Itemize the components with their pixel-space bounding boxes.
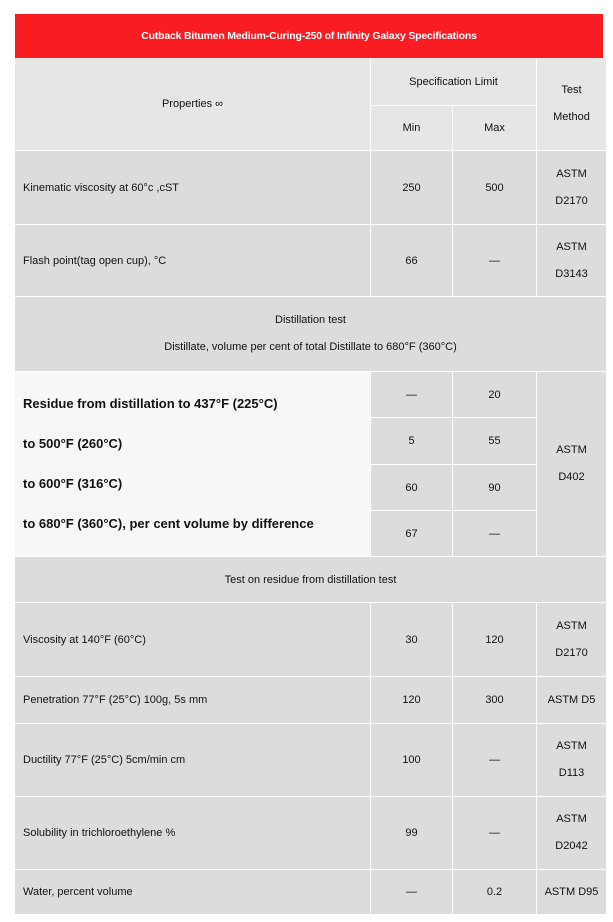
method-line-2: D2042 [555, 840, 588, 852]
row-water-max: 0.2 [453, 870, 536, 914]
row-flash-method [537, 225, 606, 296]
method-line-1: ASTM [556, 619, 587, 632]
table-title: Cutback Bitumen Medium-Curing-250 of Infinity Galaxy Specifications [15, 14, 603, 58]
header-test-method [537, 58, 606, 150]
row-ductility-min: 100 [371, 724, 452, 796]
spec-table [15, 58, 603, 914]
distillation-label-2: to 500°F (260°C) [23, 436, 123, 451]
method-line-2: D113 [558, 767, 585, 779]
row-viscosity-max: 120 [453, 603, 536, 676]
row-viscosity-method [537, 603, 606, 676]
row-kinematic-method [537, 151, 606, 224]
row-flash-max: — [453, 225, 536, 296]
row-solubility-method [537, 797, 606, 869]
row-flash-label: Flash point(tag open cup), °C [15, 225, 370, 296]
row-penetration-method: ASTM D5 [537, 677, 606, 723]
method-line-2: D402 [558, 471, 585, 483]
row-water-label: Water, percent volume [15, 870, 370, 914]
distillation-max-1: 20 [453, 372, 536, 417]
method-line-1: ASTM [556, 444, 587, 456]
distillation-min-2: 5 [371, 418, 452, 464]
row-kinematic-label: Kinematic viscosity at 60°c ,cST [15, 151, 370, 224]
spec-table-container [15, 14, 603, 914]
method-line-2: D2170 [555, 646, 588, 659]
header-max: Max [453, 106, 536, 150]
residue-section-header: Test on residue from distillation test [15, 557, 606, 602]
row-solubility-min: 99 [371, 797, 452, 869]
distillation-min-1: — [371, 372, 452, 417]
row-kinematic-min: 250 [371, 151, 452, 224]
row-flash-min: 66 [371, 225, 452, 296]
distillation-label-1: Residue from distillation to 437°F (225°C) [23, 396, 278, 411]
row-water-min: — [371, 870, 452, 914]
distillation-min-3: 60 [371, 465, 452, 510]
row-ductility-label: Ductility 77°F (25°C) 5cm/min cm [15, 724, 370, 796]
distillation-min-4: 67 [371, 511, 452, 556]
distillation-method [537, 372, 606, 556]
method-line-2: D2170 [555, 194, 588, 207]
header-test-line-1: Test [561, 84, 582, 96]
row-solubility-max: — [453, 797, 536, 869]
row-solubility-label: Solubility in trichloroethylene % [15, 797, 370, 869]
row-water-method: ASTM D95 [537, 870, 606, 914]
row-ductility-method [537, 724, 606, 796]
distillation-labels [15, 372, 370, 556]
method-line-1: ASTM [556, 167, 587, 180]
distillation-max-3: 90 [453, 465, 536, 510]
row-viscosity-label: Viscosity at 140°F (60°C) [15, 603, 370, 676]
distillation-max-2: 55 [453, 418, 536, 464]
distillation-label-3: to 600°F (316°C) [23, 476, 123, 491]
row-kinematic-max: 500 [453, 151, 536, 224]
distillation-label-4: to 680°F (360°C), per cent volume by difference [23, 516, 314, 531]
row-penetration-min: 120 [371, 677, 452, 723]
method-line-1: ASTM [556, 813, 587, 825]
distillation-subtitle: Distillate, volume per cent of total Distillate to 680°F (360°C) [164, 341, 457, 353]
distillation-section-header [15, 297, 606, 371]
row-penetration-label: Penetration 77°F (25°C) 100g, 5s mm [15, 677, 370, 723]
method-line-1: ASTM [556, 740, 587, 752]
distillation-title: Distillation test [275, 314, 346, 326]
method-line-1: ASTM [556, 240, 587, 253]
header-spec-limit: Specification Limit [371, 58, 536, 105]
header-test-line-2: Method [553, 111, 590, 123]
header-properties: Properties ∞ [15, 58, 370, 150]
row-ductility-max: — [453, 724, 536, 796]
distillation-max-4: — [453, 511, 536, 556]
row-penetration-max: 300 [453, 677, 536, 723]
header-min: Min [371, 106, 452, 150]
row-viscosity-min: 30 [371, 603, 452, 676]
method-line-2: D3143 [555, 267, 588, 280]
